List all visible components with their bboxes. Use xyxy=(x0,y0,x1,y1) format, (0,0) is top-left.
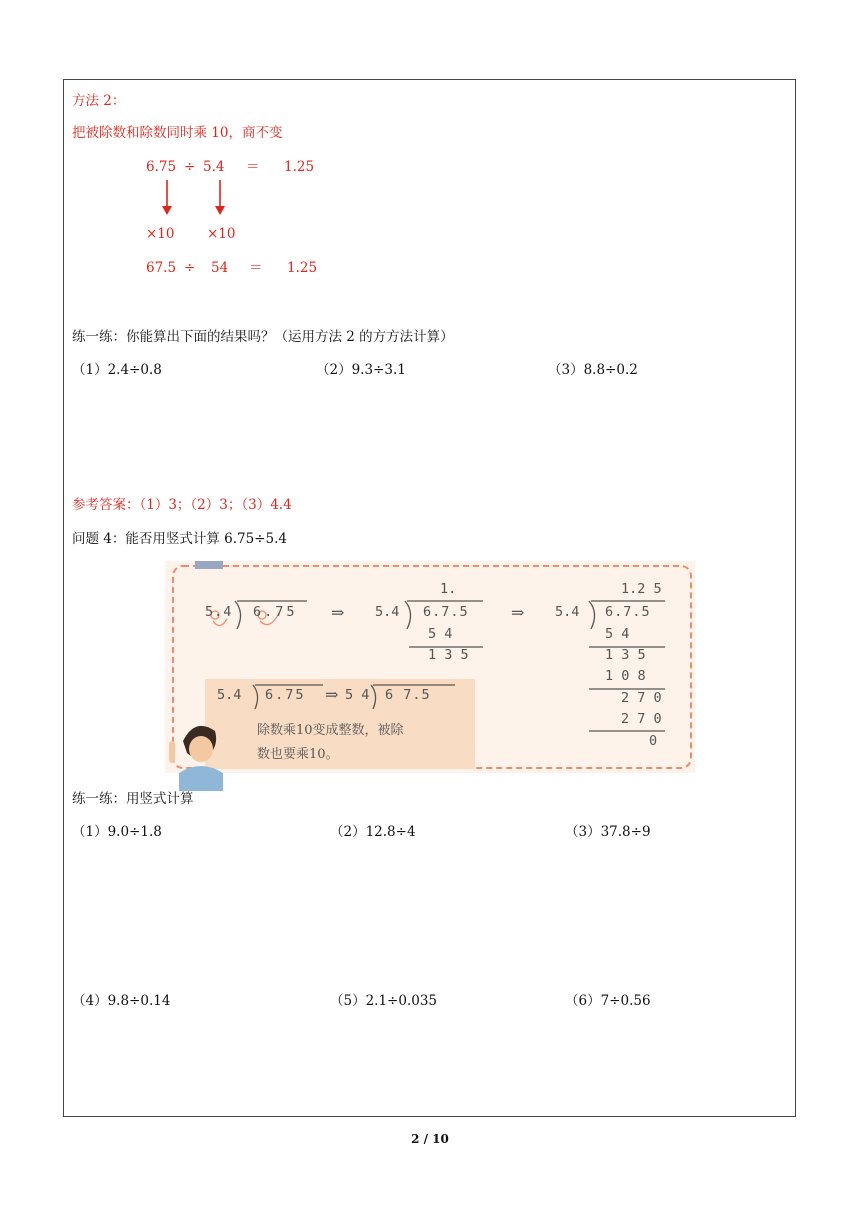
long-division-figure xyxy=(165,561,695,773)
step2-divisor: 5.4 xyxy=(375,604,400,620)
practice2-item-6: （6）7÷0.56 xyxy=(565,993,651,1009)
page-number: 2 / 10 xyxy=(411,1132,449,1146)
eq2-equals: ＝ xyxy=(249,260,263,276)
practice2-item-4: （4）9.8÷0.14 xyxy=(72,993,171,1009)
step3-row4: 2 7 0 xyxy=(621,690,662,706)
step2-quotient: 1. xyxy=(440,581,457,597)
practice1-item-3: （3）8.8÷0.2 xyxy=(548,362,638,378)
step3-quotient: 1.2 5 xyxy=(621,581,662,597)
multiply-arrows xyxy=(150,178,240,220)
step3-row6: 0 xyxy=(649,733,658,749)
step1-dividend: 6.75 xyxy=(253,604,298,620)
step3-row2: 1 3 5 xyxy=(605,647,646,663)
step2-dividend: 6.7.5 xyxy=(423,604,469,620)
step3-dividend: 6.7.5 xyxy=(605,604,651,620)
eq1-dividend: 6.75 xyxy=(146,159,177,175)
practice1-item-2: （2）9.3÷3.1 xyxy=(316,362,406,378)
step2-row1: 5 4 xyxy=(428,626,453,642)
eq1-equals: ＝ xyxy=(246,159,260,175)
practice2-item-5: （5）2.1÷0.035 xyxy=(330,993,438,1009)
bottom-divisor-left: 5.4 xyxy=(217,687,242,703)
practice2-prompt: 练一练：用竖式计算 xyxy=(72,791,194,807)
practice2-item-2: （2）12.8÷4 xyxy=(330,824,416,840)
step1-divisor: 5.4 xyxy=(205,604,233,620)
arrow-3: ⇒ xyxy=(325,685,339,704)
step3-row3: 1 0 8 xyxy=(605,668,646,684)
bottom-dividend-right: 6 7.5 xyxy=(385,687,431,703)
boy-illustration xyxy=(165,711,225,791)
eq2-divisor: 54 xyxy=(211,260,229,276)
eq1-result: 1.25 xyxy=(284,159,315,175)
practice2-item-1: （1）9.0÷1.8 xyxy=(72,824,162,840)
arrow-2: ⇒ xyxy=(511,603,525,622)
question4: 问题 4：能否用竖式计算 6.75÷5.4 xyxy=(72,531,288,547)
practice1-prompt: 练一练：你能算出下面的结果吗？（运用方法 2 的方方法计算） xyxy=(72,329,454,345)
note-line2: 数也要乘10。 xyxy=(257,747,339,762)
eq2-result: 1.25 xyxy=(287,260,318,276)
arrow-1: ⇒ xyxy=(331,603,345,622)
reference-answer: 参考答案：（1）3；（2）3；（3）4.4 xyxy=(72,497,292,513)
step2-row2: 1 3 5 xyxy=(428,647,469,663)
arrow-down-icon xyxy=(162,180,172,215)
figure-background xyxy=(165,561,695,773)
practice2-item-3: （3）37.8÷9 xyxy=(565,824,651,840)
bottom-divisor-right: 5 4 xyxy=(345,687,370,703)
step3-row1: 5 4 xyxy=(605,626,630,642)
eq2-op: ÷ xyxy=(184,260,196,276)
times10-b: ×10 xyxy=(207,226,236,242)
arrow-down-icon xyxy=(215,180,225,215)
times10-a: ×10 xyxy=(146,226,175,242)
step3-row5: 2 7 0 xyxy=(621,711,662,727)
bottom-dividend-left: 6.75 xyxy=(265,687,306,703)
method2-rule: 把被除数和除数同时乘 10，商不变 xyxy=(72,125,283,141)
practice1-item-1: （1）2.4÷0.8 xyxy=(72,362,162,378)
method2-title: 方法 2： xyxy=(72,93,126,109)
eq2-dividend: 67.5 xyxy=(146,260,177,276)
eq1-divisor: 5.4 xyxy=(203,159,225,175)
eq1-op: ÷ xyxy=(184,159,196,175)
step3-divisor: 5.4 xyxy=(555,604,580,620)
note-line1: 除数乘10变成整数，被除 xyxy=(257,723,404,738)
